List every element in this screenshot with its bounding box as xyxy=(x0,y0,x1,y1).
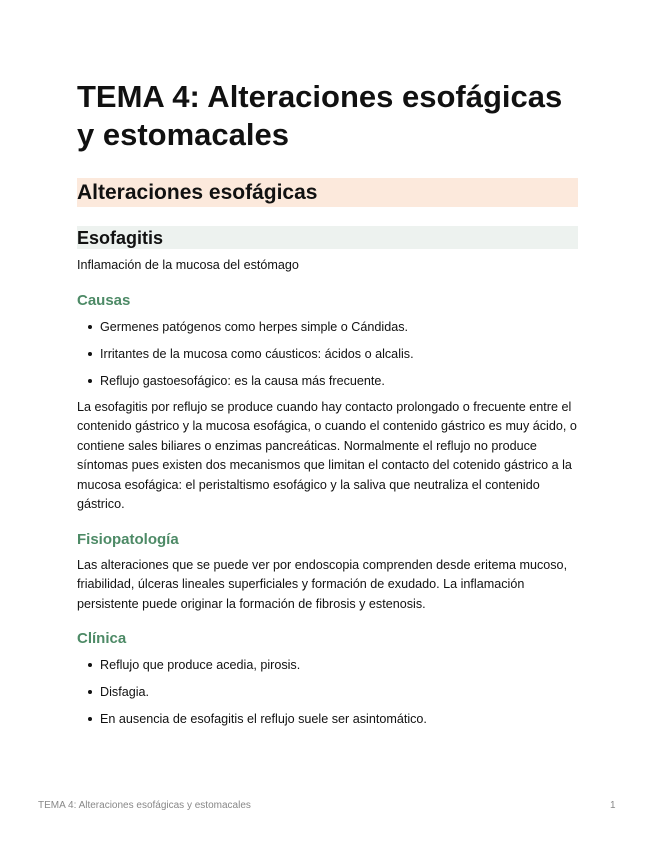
fisiopatologia-heading: Fisiopatología xyxy=(77,531,179,548)
fisiopatologia-paragraph: Las alteraciones que se puede ver por endoscopia comprenden desde eritema mucoso, friabilidad, úlceras lineales superficiales y formación de exudado. La inflamación persistente puede originar la formación de fibrosis y estenosis. xyxy=(77,558,568,611)
page-number: 1 xyxy=(610,800,616,811)
document-title: TEMA 4: Alteraciones esofágicas y estomacales xyxy=(77,79,563,152)
list-item: Reflujo gastoesofágico: es la causa más frecuente. xyxy=(77,373,578,400)
footer-title: TEMA 4: Alteraciones esofágicas y estomacales xyxy=(38,800,251,811)
list-item: Reflujo que produce acedia, pirosis. xyxy=(77,657,578,684)
list-item: En ausencia de esofagitis el reflujo suele ser asintomático. xyxy=(77,711,578,738)
list-item: Germenes patógenos como herpes simple o Cándidas. xyxy=(77,319,578,346)
causas-heading: Causas xyxy=(77,292,131,309)
list-item: Disfagia. xyxy=(77,684,578,711)
intro-text: Inflamación de la mucosa del estómago xyxy=(77,258,299,272)
clinica-heading: Clínica xyxy=(77,630,127,647)
causas-paragraph: La esofagitis por reflujo se produce cuando hay contacto prolongado o frecuente entre el contenido gástrico y la mucosa esofágica, o cuando el contenido gástrico es muy ácido, o contiene sales biliares o enzimas pancreáticas. Normalmente el reflujo no produce síntomas pues existen dos mecanismos que limitan el contacto del cotenido gástrico a la mucosa esofágica: el peristaltismo esofágico y la saliva que neutraliza el contenido gástrico. xyxy=(77,400,577,512)
causas-list xyxy=(77,319,578,400)
list-item: Irritantes de la mucosa como cáusticos: ácidos o alcalis. xyxy=(77,346,578,373)
section-heading: Alteraciones esofágicas xyxy=(77,178,578,207)
clinica-list xyxy=(77,657,578,738)
subsection-heading: Esofagitis xyxy=(77,226,578,249)
